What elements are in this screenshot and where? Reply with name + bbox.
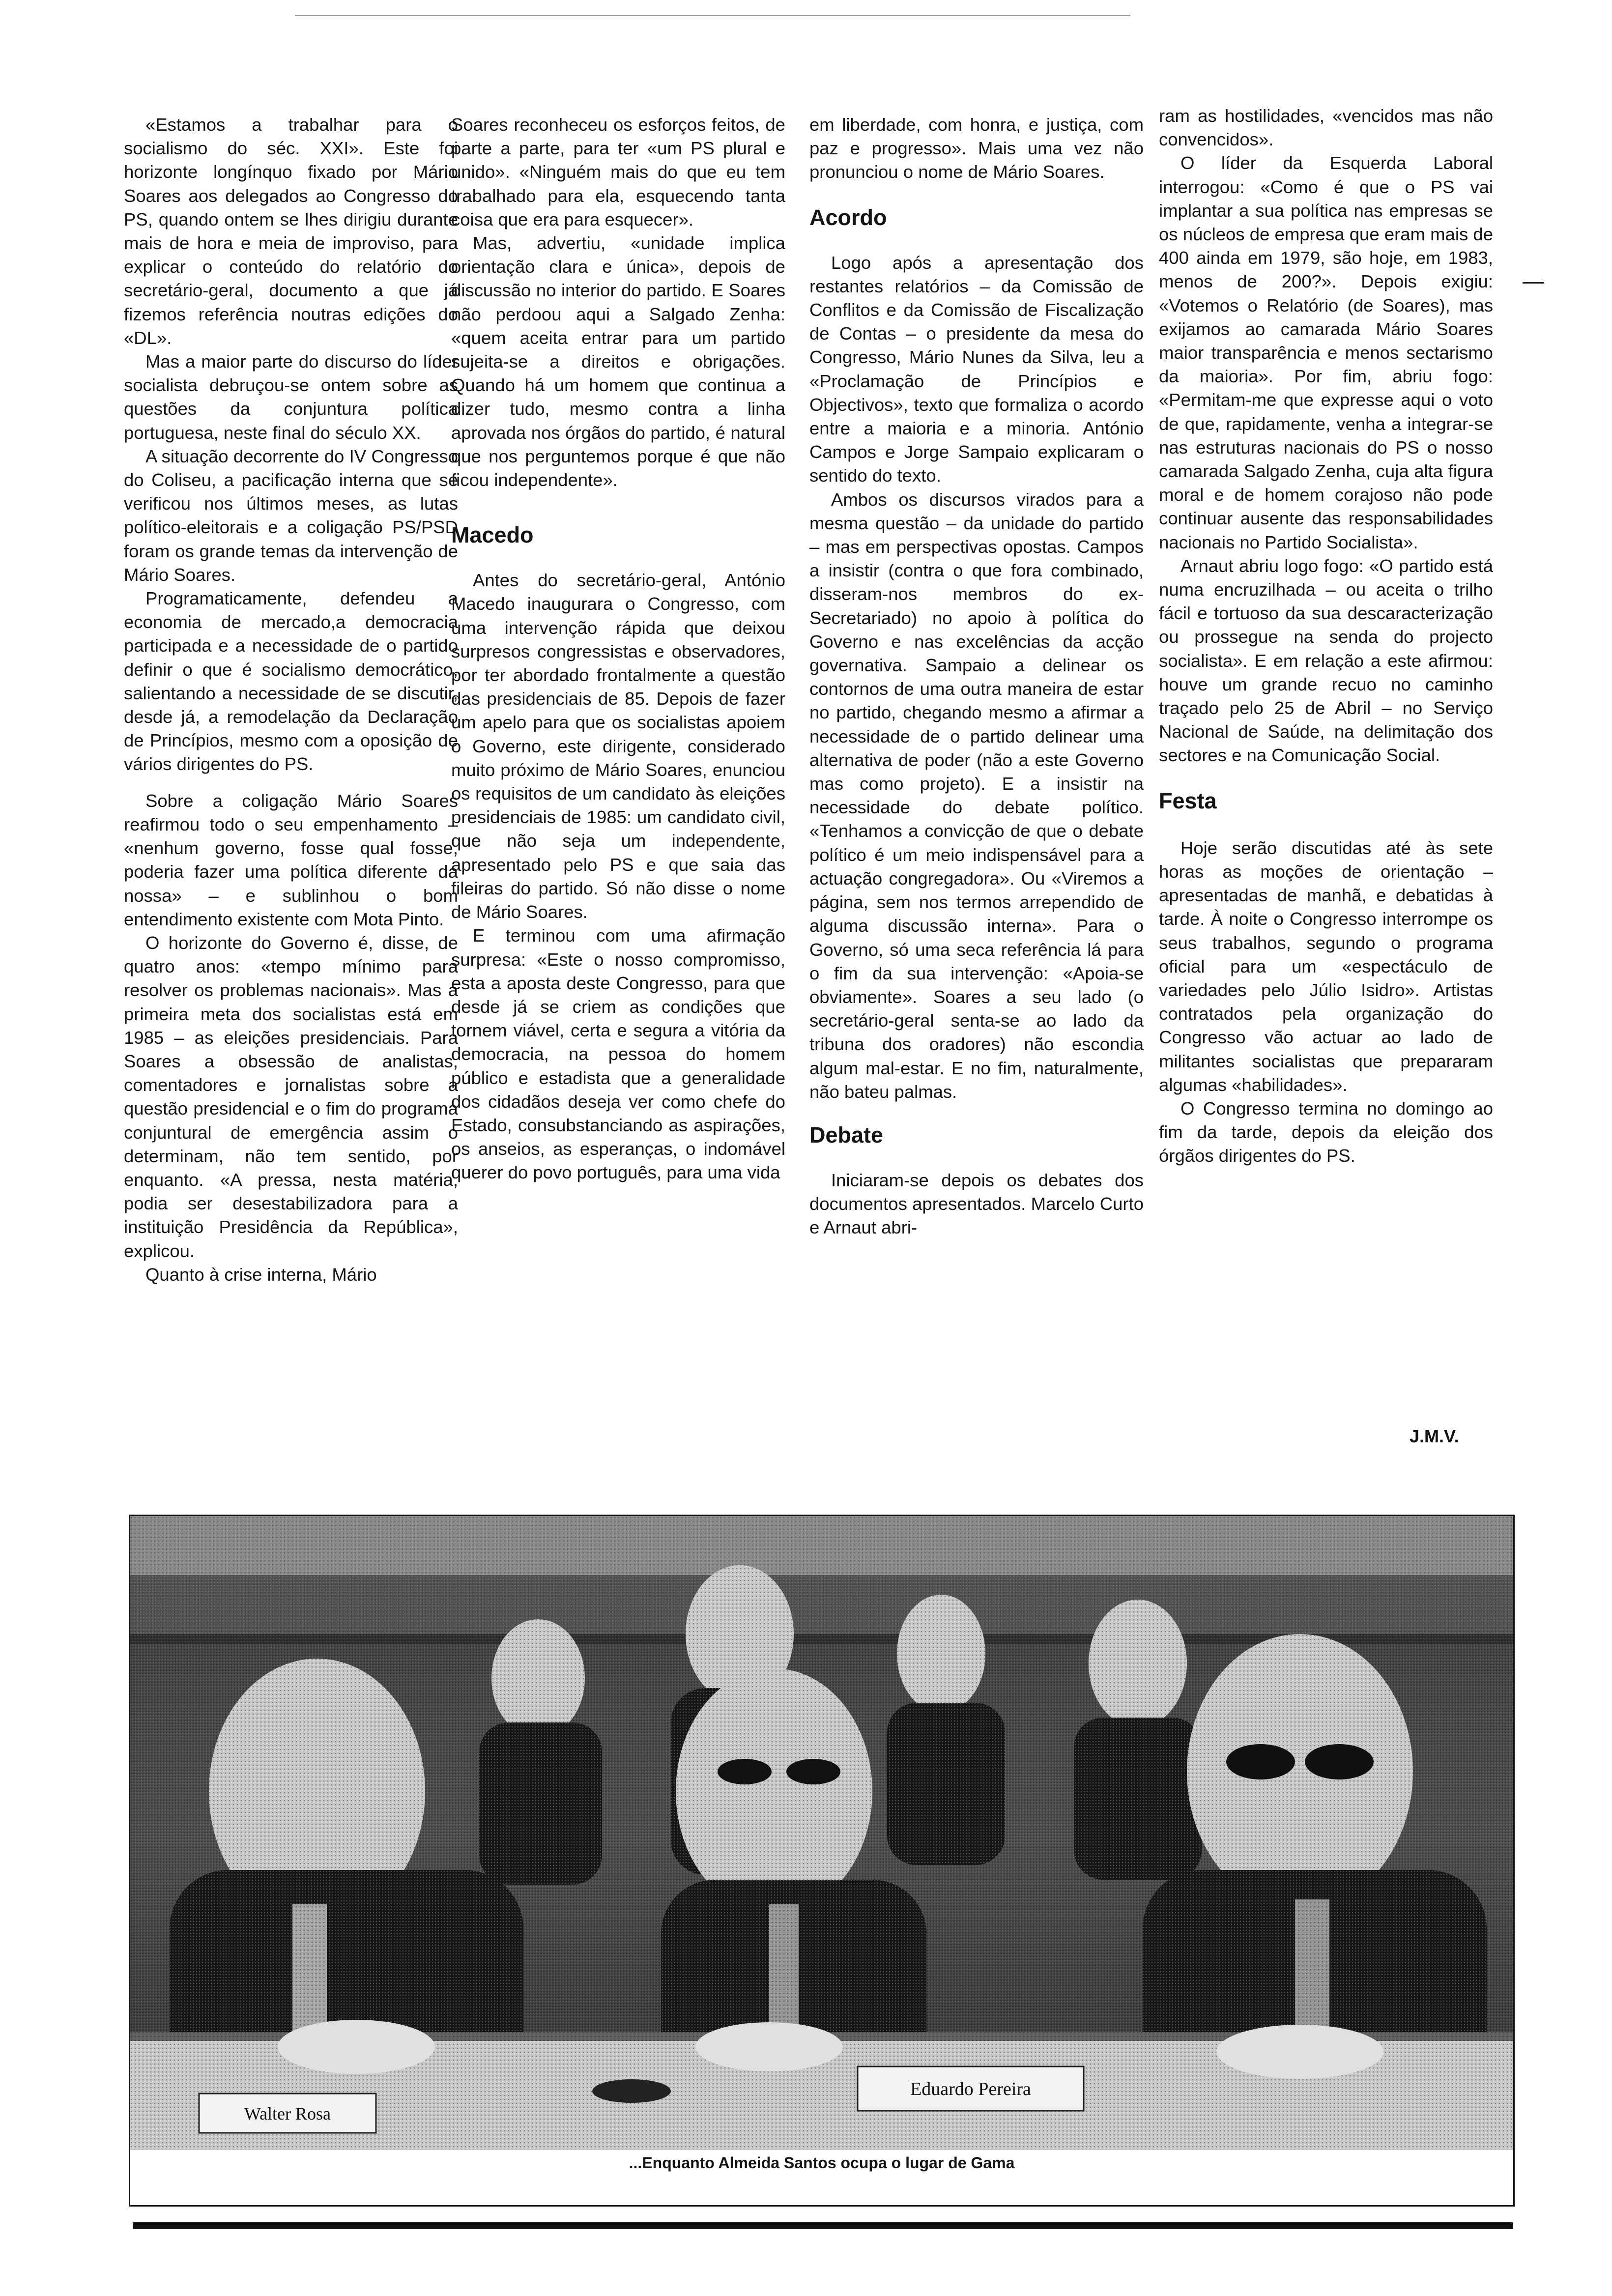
photo-caption: ...Enquanto Almeida Santos ocupa o lugar de Gama	[629, 2154, 1015, 2172]
paragraph: ram as hostilidades, «vencidos mas não convencidos».	[1159, 106, 1493, 150]
paragraph: em liberdade, com honra, e justiça, com paz e progresso». Mais uma vez não pronunciou o nome de Mário Soares.	[809, 115, 1144, 182]
paragraph: Soares reconheceu os esforços feitos, de parte a parte, para ter «um PS plural e unido». «Ninguém mais do que eu tem trabalhado para ela, esquecendo tanta coisa que era para esquecer».	[451, 115, 785, 230]
paragraph: O horizonte do Governo é, disse, de quatro anos: «tempo mínimo para resolver os problemas nacionais». Mas a primeira meta dos socialistas está em 1985 – as eleições presidenciais. Para Soares a obsessão de analistas, comentadores e jornalistas sobre a questão presidencial e o fim do programa conjuntural de emergência assim o determinam, não tem sentido, por enquanto. «A pressa, nesta matéria, podia ser desestabilizadora para a instituição Presidência da República», explicou.	[124, 932, 458, 1261]
paragraph: Quanto à crise interna, Mário	[145, 1264, 377, 1285]
bottom-rule	[133, 2222, 1513, 2229]
paragraph: Iniciaram-se depois os debates dos documentos apresentados. Marcelo Curto e Arnaut abri-	[809, 1170, 1144, 1238]
article-column-4	[1159, 104, 1493, 1168]
paragraph: Arnaut abriu logo fogo: «O partido está numa encruzilhada – ou aceita o trilho fácil e tortuoso da sua descaracterização ou prossegue na senda do projecto socialista». E em relação a este afirmou: houve um grande recuo no caminho traçado pelo 25 de Abril – no Serviço Nacional de Saúde, na delimitação dos sectores e na Comunicação Social.	[1159, 555, 1493, 766]
paragraph: «Estamos a trabalhar para o socialismo do séc. XXI». Este foi horizonte longínquo fixado por Mário Soares aos delegados ao Congresso do PS, quando ontem se lhes dirigiu durante mais de hora e meia de improviso, para explicar o conteúdo do relatório do secretário-geral, documento a que já fizemos referência noutras edições do «DL».	[124, 115, 458, 348]
paragraph: Ambos os discursos virados para a mesma questão – da unidade do partido – mas em perspectivas opostas. Campos a insistir (contra o que fora combinado, disseram-nos membros do ex-Secretariado) no apoio à política do Governo e nas excelências da acção governativa. Sampaio a delinear os contornos de uma outra maneira de estar no partido, chegando mesmo a afirmar a necessidade de o partido delinear uma alternativa de poder (não a este Governo mas como projeto). E a insistir na necessidade do debate político. «Tenhamos a convicção de que o debate político é um meio indispensável para a actuação congregadora». Ou «Viremos a página, sem nos termos arrependido de alguma discussão interna». Para o Governo, só uma seca referência lá para o fim da sua intervenção: «Apoia-se obviamente». Soares a seu lado (o secretário-geral senta-se ao lado da tribuna dos oradores) não escondia algum mal-estar. E no fim, naturalmente, não bateu palmas.	[809, 489, 1144, 1102]
nameplate-right: Eduardo Pereira	[910, 2079, 1031, 2099]
article-column-1	[124, 113, 458, 1287]
author-signature: J.M.V.	[1410, 1426, 1459, 1446]
photo-congress-table	[130, 1516, 1513, 2150]
paragraph: Hoje serão discutidas até às sete horas as moções de orientação – apresentadas de manhã, e debatidas à tarde. À noite o Congresso interrompe os seus trabalhos, segundo o programa oficial para um «espectáculo de variedades pelo Júlio Isidro». Artistas contratados pela organização do Congresso vão actuar ao lado de militantes socialistas que prepararam algumas «habilidades».	[1159, 837, 1493, 1095]
section-heading-acordo: Acordo	[809, 204, 887, 230]
section-heading-debate: Debate	[809, 1122, 884, 1148]
article-column-3	[809, 113, 1144, 1240]
paragraph: Sobre a coligação Mário Soares reafirmou todo o seu empenhamento – «nenhum governo, fosse qual fosse, poderia fazer uma política diferente da nossa» – e sublinhou o bom entendimento existente com Mota Pinto.	[124, 790, 458, 929]
margin-mark	[1523, 282, 1544, 284]
nameplate-left: Walter Rosa	[244, 2104, 331, 2124]
news-photo	[129, 1515, 1515, 2207]
paragraph: A situação decorrente do IV Congresso do Coliseu, a pacificação interna que se verificou nos últimos meses, as lutas político-eleitorais e a coligação PS/PSD foram os grande temas da intervenção de Mário Soares.	[124, 446, 458, 585]
paragraph: Mas a maior parte do discurso do líder socialista debruçou-se ontem sobre as questões da conjuntura política portuguesa, neste final do século XX.	[124, 351, 458, 443]
paragraph: Programaticamente, defendeu a economia de mercado,a democracia participada e a necessidade de o partido definir o que é socialismo democrático, salientando a necessidade de se discutir, desde já, a remodelação da Declaração de Princípios, mesmo com a oposição de vários dirigentes do PS.	[124, 588, 458, 775]
paragraph: Antes do secretário-geral, António Macedo inaugurara o Congresso, com uma intervenção rápida que deixou surpresos congressistas e observadores, por ter abordado frontalmente a questão das presidenciais de 85. Depois de fazer um apelo para que os socialistas apoiem o Governo, este dirigente, considerado muito próximo de Mário Soares, enunciou os requisitos de um candidato às eleições presidenciais de 1985: um candidato civil, que não seja um independente, apresentado pelo PS e que saia das fileiras do partido. Só não disse o nome de Mário Soares.	[451, 570, 785, 922]
paragraph: O líder da Esquerda Laboral interrogou: «Como é que o PS vai implantar a sua política nas empresas se os núcleos de empresa que eram mais de 400 ainda em 1979, são hoje, em 1983, menos de 200?». Depois exigiu: «Votemos o Relatório (de Soares), mas exijamos ao camarada Mário Soares maior transparência e menos sectarismo da maioria». Por fim, abriu fogo: «Permitam-me que expresse aqui o voto de que, rapidamente, venha a integrar-se nas estruturas nacionais do PS o nosso camarada Salgado Zenha, cuja alta figura moral e de homem corajoso não pode continuar ausente das responsabilidades nacionais no Partido Socialista».	[1159, 153, 1493, 552]
article-column-2	[451, 113, 785, 1185]
paragraph: O Congresso termina no domingo ao fim da tarde, depois da eleição dos órgãos dirigentes do PS.	[1159, 1098, 1493, 1166]
paragraph: Mas, advertiu, «unidade implica orientação clara e única», depois de discussão no interior do partido. E Soares não perdoou aqui a Salgado Zenha: «quem aceita entrar para um partido sujeita-se a direitos e obrigações. Quando há um homem que continua a dizer tudo, mesmo contra a linha aprovada nos órgãos do partido, é natural que nos perguntemos porque é que não ficou independente».	[451, 233, 785, 490]
section-heading-festa: Festa	[1159, 788, 1217, 813]
paragraph: E terminou com uma afirmação surpresa: «Este o nosso compromisso, esta a aposta deste Congresso, para que desde já se criem as condições que tornem viável, certa e segura a vitória da democracia, na pessoa do homem público e estadista que a generalidade dos cidadãos deseja ver como chefe do Estado, consubstanciando as aspirações, os anseios, as esperanças, o indomável querer do povo português, para uma vida	[451, 925, 785, 1183]
top-rule	[295, 15, 1130, 16]
section-heading-macedo: Macedo	[451, 522, 534, 548]
paragraph: Logo após a apresentação dos restantes relatórios – da Comissão de Conflitos e da Comissão de Fiscalização de Contas – o presidente da mesa do Congresso, Mário Nunes da Silva, leu a «Proclamação de Princípios e Objectivos», texto que formaliza o acordo entre a maioria e a minoria. António Campos e Jorge Sampaio explicaram o sentido do texto.	[809, 252, 1144, 486]
